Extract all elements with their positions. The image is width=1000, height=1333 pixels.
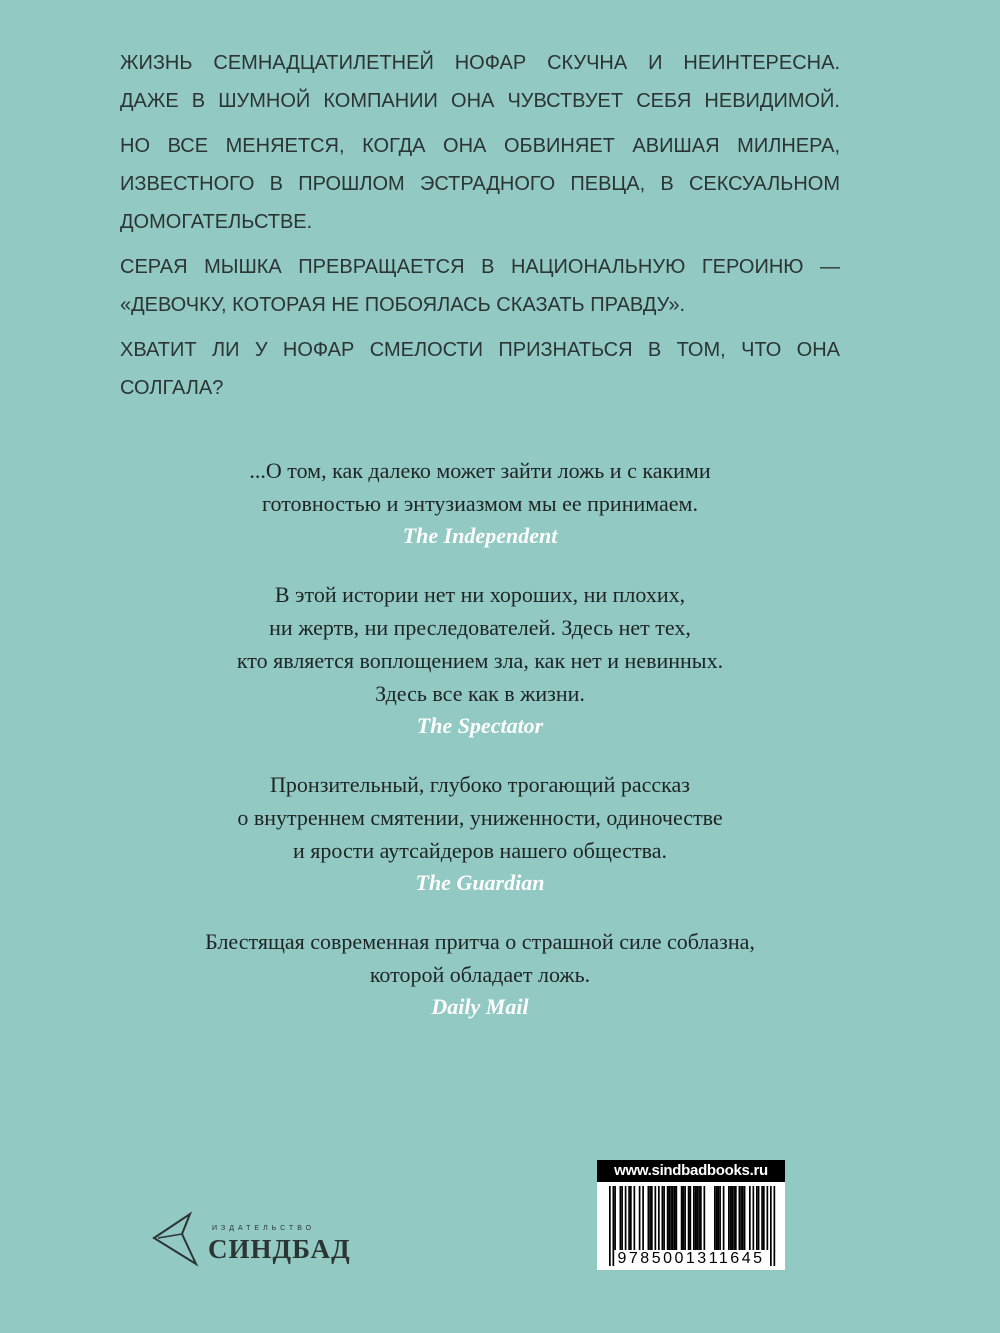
barcode-bar <box>670 1186 672 1250</box>
barcode-bar <box>634 1186 636 1250</box>
quote-line: которой обладает ложь. <box>369 962 591 987</box>
barcode-bar <box>698 1186 700 1250</box>
barcode-bar <box>642 1186 644 1250</box>
quote-source: The Spectator <box>416 713 544 738</box>
isbn-number: 9785001311645 <box>617 1250 765 1267</box>
barcode-bar <box>716 1186 718 1250</box>
barcode-bar <box>719 1186 721 1250</box>
barcode-bar <box>723 1186 725 1250</box>
barcode-bar <box>714 1186 716 1250</box>
barcode-bar <box>740 1186 742 1250</box>
barcode-bar <box>630 1186 632 1250</box>
blurb-line: «ДЕВОЧКУ, КОТОРАЯ НЕ ПОБОЯЛАСЬ СКАЗАТЬ ПРАВДУ». <box>120 294 686 316</box>
quote-line: готовностью и энтузиазмом мы ее принимаем. <box>262 491 698 516</box>
blurb-line: ДОМОГАТЕЛЬСТВЕ. <box>120 211 313 233</box>
quote-source: The Guardian <box>415 870 545 895</box>
barcode-bar <box>730 1186 732 1250</box>
barcode-bar <box>704 1186 706 1250</box>
barcode-bar <box>620 1186 622 1250</box>
barcode-bar <box>674 1186 676 1250</box>
quote-line: Здесь все как в жизни. <box>375 681 585 706</box>
publisher-url: www.sindbadbooks.ru <box>597 1160 785 1182</box>
blurb-paragraph <box>120 248 840 324</box>
barcode-bar <box>672 1186 674 1250</box>
quote-line: о внутреннем смятении, униженности, одиночестве <box>237 805 723 830</box>
quote-source: Daily Mail <box>431 994 529 1019</box>
barcode-bar <box>742 1186 744 1250</box>
blurb-line: ИЗВЕСТНОГО В ПРОШЛОМ ЭСТРАДНОГО ПЕВЦА, В СЕКСУАЛЬНОМ <box>120 173 840 195</box>
blurb-line: НО ВСЕ МЕНЯЕТСЯ, КОГДА ОНА ОБВИНЯЕТ АВИШАЯ МИЛНЕРА, <box>120 135 840 157</box>
barcode-bar <box>767 1186 769 1250</box>
barcode-bar <box>718 1186 720 1250</box>
publisher-small: ИЗДАТЕЛЬСТВО <box>212 1225 316 1232</box>
barcode-bar <box>639 1186 641 1250</box>
barcode-bar <box>655 1186 657 1250</box>
barcode-bar <box>739 1186 741 1250</box>
review-quote <box>160 768 800 899</box>
barcode-bar <box>614 1186 616 1250</box>
quote-line: Блестящая современная притча о страшной силе соблазна, <box>205 929 755 954</box>
quote-line: ни жертв, ни преследователей. Здесь нет тех, <box>269 615 691 640</box>
blurb-line: СЕРАЯ МЫШКА ПРЕВРАЩАЕТСЯ В НАЦИОНАЛЬНУЮ ГЕРОИНЮ — <box>120 256 840 278</box>
barcode-bar <box>697 1186 699 1250</box>
barcode-bar <box>763 1186 765 1250</box>
barcode-bar <box>756 1186 758 1250</box>
quote-line: и ярости аутсайдеров нашего общества. <box>293 838 667 863</box>
barcode-bar <box>695 1186 697 1250</box>
review-quote <box>160 925 800 1023</box>
barcode-bar <box>683 1186 685 1250</box>
blurb-line: СОЛГАЛА? <box>120 377 224 399</box>
barcode-bar <box>744 1186 746 1250</box>
quote-source: The Independent <box>402 523 558 548</box>
blurb-line: ЖИЗНЬ СЕМНАДЦАТИЛЕТНЕЙ НОФАР СКУЧНА И НЕИНТЕРЕСНА. <box>120 52 840 74</box>
barcode-bar <box>669 1186 671 1250</box>
quote-line: В этой истории нет ни хороших, ни плохих, <box>274 582 686 607</box>
barcode <box>597 1160 785 1270</box>
barcode-bar <box>761 1186 763 1250</box>
review-quote <box>160 454 800 552</box>
barcode-bar <box>753 1186 755 1250</box>
barcode-bar <box>684 1186 686 1250</box>
barcode-bar <box>758 1186 760 1250</box>
barcode-bar <box>662 1186 664 1250</box>
review-quote <box>160 578 800 742</box>
barcode-bar <box>732 1186 734 1250</box>
barcode-bar <box>648 1186 650 1250</box>
blurb-line: ХВАТИТ ЛИ У НОФАР СМЕЛОСТИ ПРИЗНАТЬСЯ В ТОМ, ЧТО ОНА <box>120 339 840 361</box>
barcode-bar <box>658 1186 660 1250</box>
barcode-bar <box>663 1186 665 1250</box>
barcode-bar <box>651 1186 653 1250</box>
blurb-line: ДАЖЕ В ШУМНОЙ КОМПАНИИ ОНА ЧУВСТВУЕТ СЕБЯ НЕВИДИМОЙ. <box>120 90 840 112</box>
barcode-bar <box>700 1186 702 1250</box>
barcode-bar <box>667 1186 669 1250</box>
blurb-paragraph <box>120 127 840 241</box>
barcode-bar <box>728 1186 730 1250</box>
barcode-bar <box>688 1186 690 1250</box>
barcode-bar <box>676 1186 678 1250</box>
blurb <box>120 44 840 414</box>
barcode-bar <box>733 1186 735 1250</box>
quote-line: кто является воплощением зла, как нет и невинных. <box>236 648 724 673</box>
publisher-logo <box>152 1208 352 1273</box>
barcode-bar <box>749 1186 751 1250</box>
barcode-bar <box>625 1186 627 1250</box>
sail-icon <box>152 1208 352 1273</box>
quote-line: ...О том, как далеко может зайти ложь и с какими <box>249 458 711 483</box>
blurb-paragraph <box>120 44 840 120</box>
barcode-bar <box>681 1186 683 1250</box>
barcode-bar <box>628 1186 630 1250</box>
blurb-paragraph <box>120 331 840 407</box>
barcode-bar <box>649 1186 651 1250</box>
barcode-bar <box>621 1186 623 1250</box>
review-quotes <box>160 454 800 1049</box>
quote-line: Пронзительный, глубоко трогающий рассказ <box>270 772 690 797</box>
publisher-name: СИНДБАД <box>208 1234 351 1264</box>
barcode-bar <box>735 1186 737 1250</box>
